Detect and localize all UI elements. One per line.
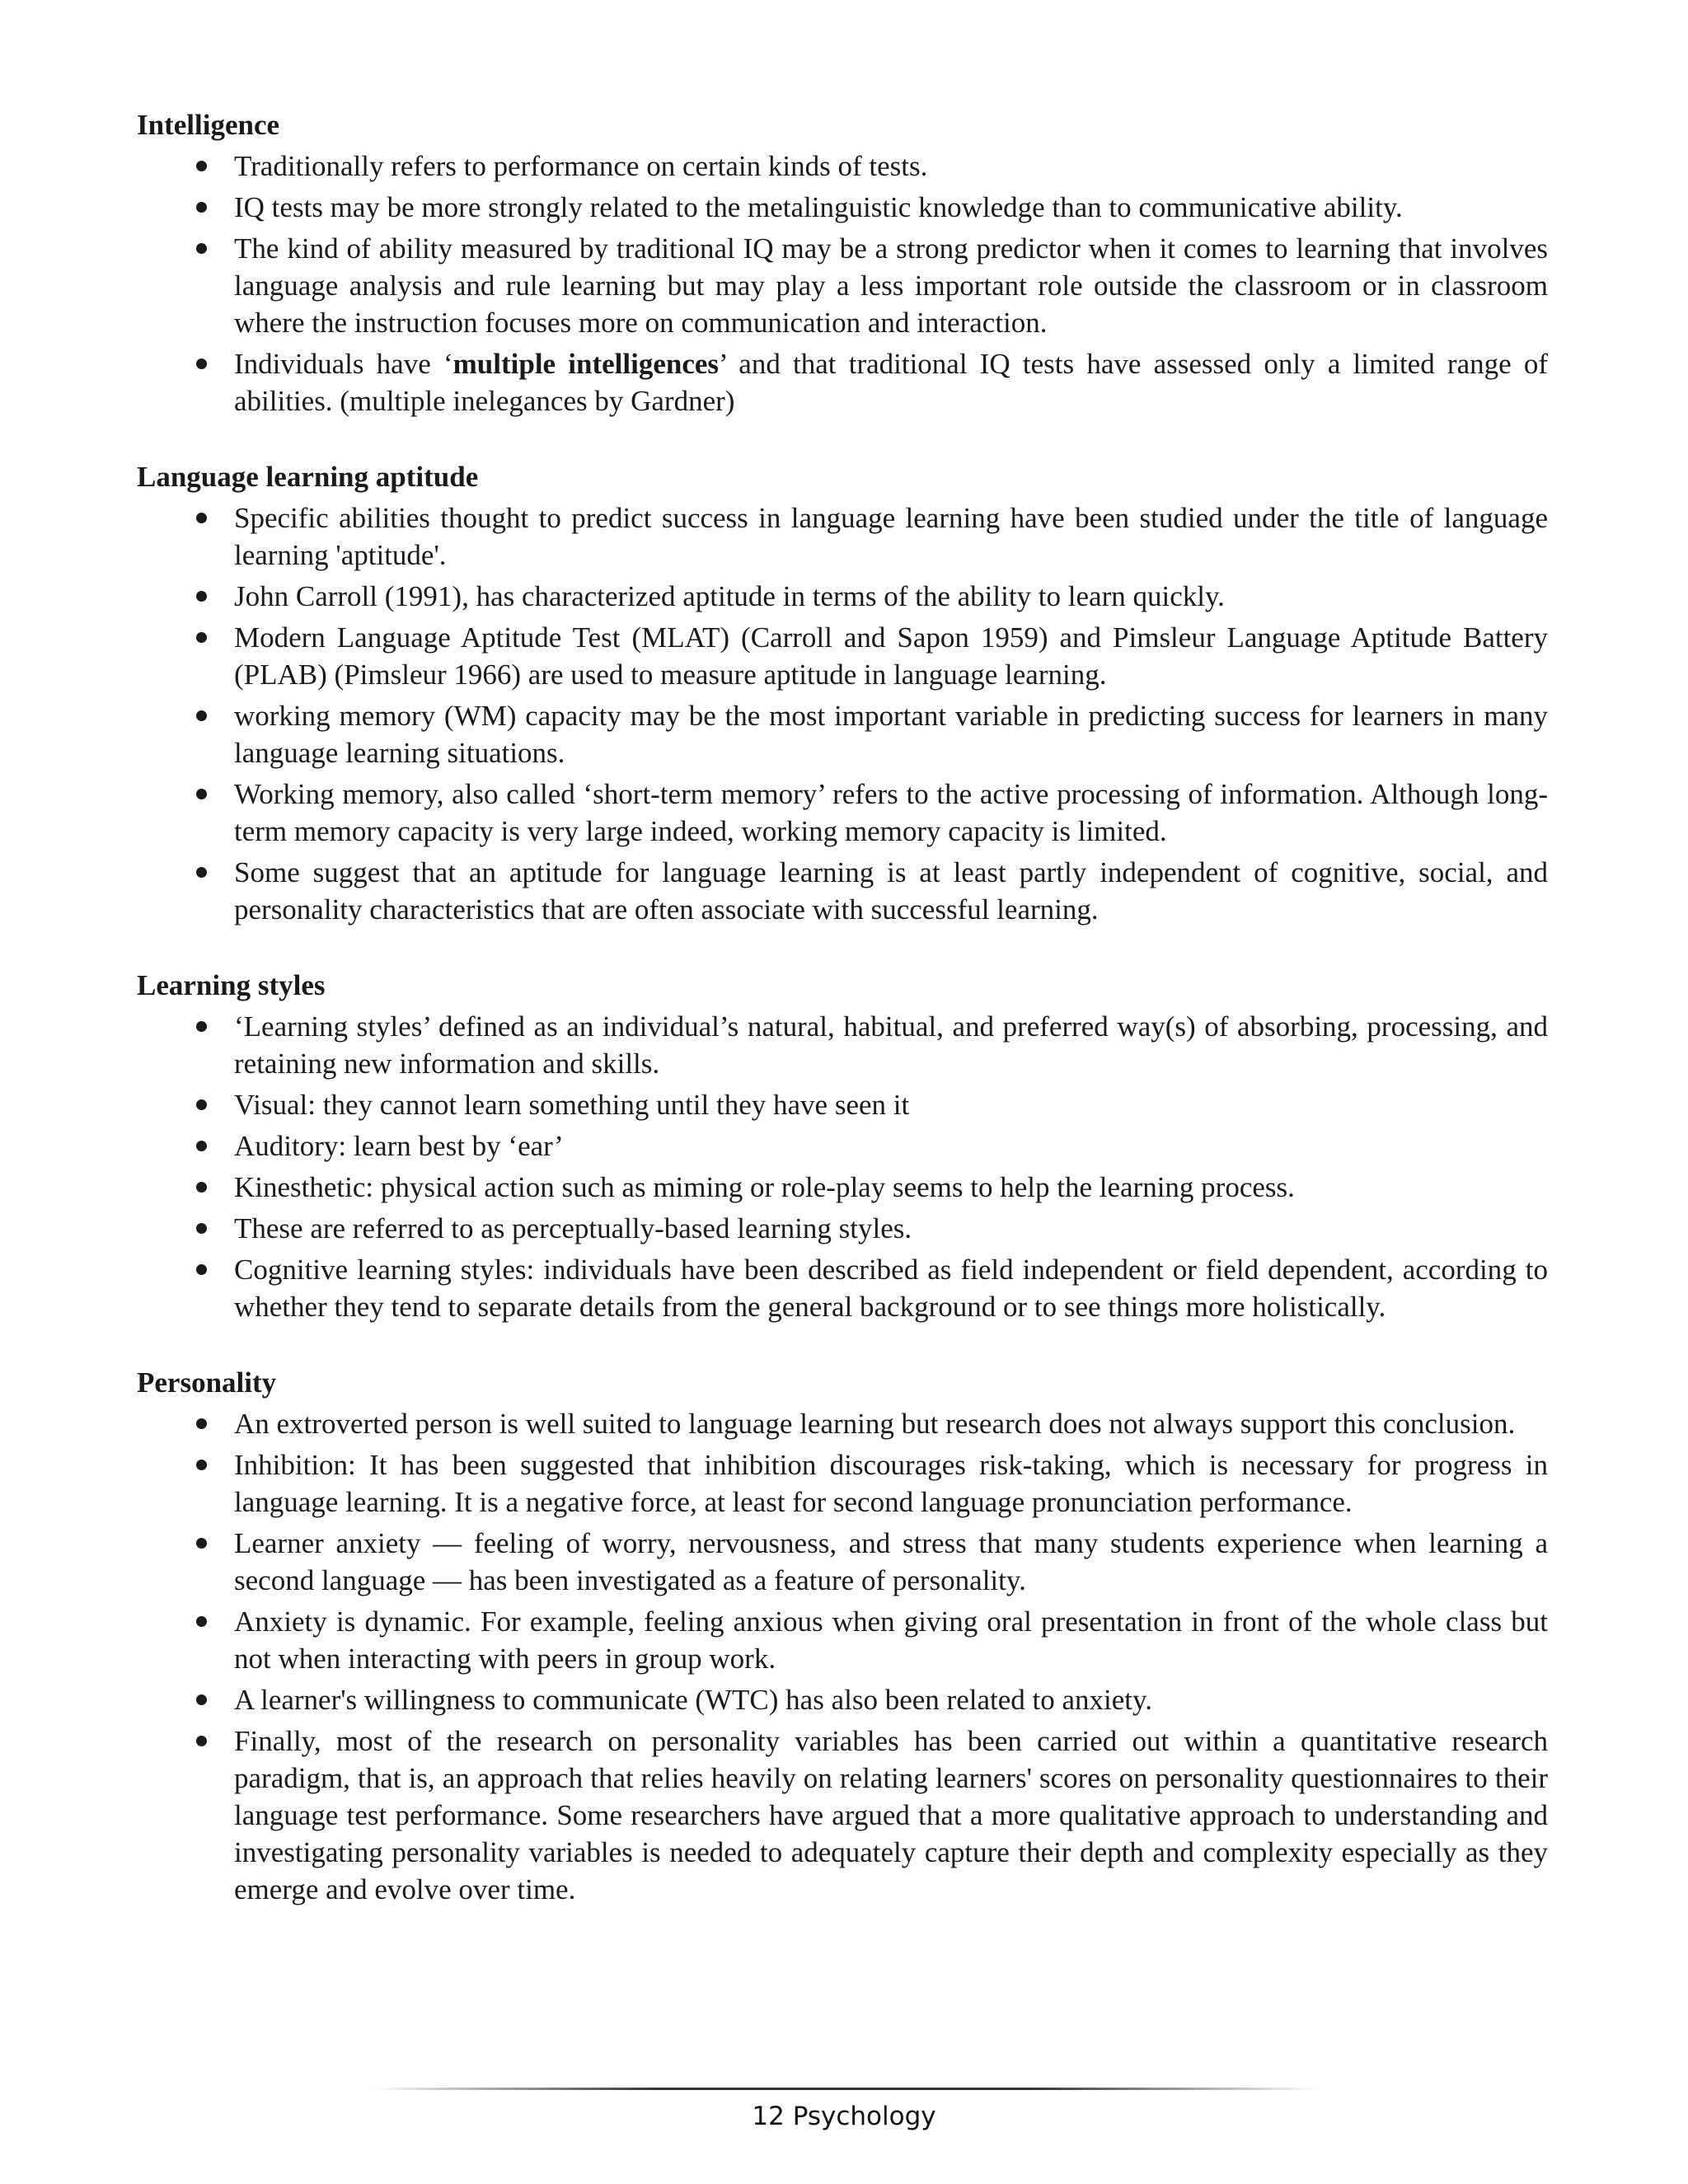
bullet-emphasis: multiple intelligences [452,348,720,380]
bullet-item: These are referred to as perceptually-based learning styles. [137,1210,1548,1247]
bullet-text: ’ and that traditional IQ tests have assessed only a limited range of abilities. (multiple inelegances by Gardner) [234,348,1548,417]
bullet-item: Modern Language Aptitude Test (MLAT) (Carroll and Sapon 1959) and Pimsleur Language Aptitude Battery (PLAB) (Pimsleur 1966) are used to measure aptitude in language learning. [137,619,1548,693]
section-heading: Intelligence [137,109,280,141]
footer-divider [371,2088,1319,2090]
bullet-text: Individuals have ‘ [234,348,453,380]
bullet-item: Visual: they cannot learn something until they have seen it [137,1086,1548,1123]
bullet-item: The kind of ability measured by traditional IQ may be a strong predictor when it comes to learning that involves language analysis and rule learning but may play a less important role outside the classroom or in classroom where the instruction focuses more on communication and interaction. [137,230,1548,341]
page-footer: 12 Psychology [752,2102,936,2131]
section-personality [137,1365,1548,1908]
bullet-item: Inhibition: It has been suggested that inhibition discourages risk-taking, which is necessary for progress in language learning. It is a negative force, at least for second language pronunciation performance. [137,1446,1548,1521]
bullet-item: A learner's willingness to communicate (WTC) has also been related to anxiety. [137,1681,1548,1718]
bullet-item: Specific abilities thought to predict success in language learning have been studied under the title of language learning 'aptitude'. [137,499,1548,574]
section-heading: Learning styles [137,969,326,1001]
bullet-item: ‘Learning styles’ defined as an individual’s natural, habitual, and preferred way(s) of absorbing, processing, and retaining new information and skills. [137,1008,1548,1082]
section-intelligence [137,107,1548,419]
bullet-item: Anxiety is dynamic. For example, feeling anxious when giving oral presentation in front of the whole class but not when interacting with peers in group work. [137,1603,1548,1677]
bullet-item: An extroverted person is well suited to language learning but research does not always support this conclusion. [137,1405,1548,1442]
bullet-list [137,148,1548,419]
section-heading: Personality [137,1366,277,1399]
bullet-item: Auditory: learn best by ‘ear’ [137,1127,1548,1165]
section-heading: Language learning aptitude [137,461,479,493]
bullet-item [137,345,1548,419]
bullet-item: Some suggest that an aptitude for language learning is at least partly independent of cognitive, social, and personality characteristics that are often associate with successful learning. [137,854,1548,928]
bullet-item: Cognitive learning styles: individuals have been described as field independent or field dependent, according to whether they tend to separate details from the general background or to see things more holistically. [137,1251,1548,1325]
bullet-item: Traditionally refers to performance on certain kinds of tests. [137,148,1548,185]
bullet-item: Working memory, also called ‘short-term memory’ refers to the active processing of information. Although long-term memory capacity is very large indeed, working memory capacity is limited. [137,776,1548,850]
bullet-list [137,1008,1548,1325]
section-learning-styles [137,968,1548,1325]
bullet-list [137,499,1548,928]
bullet-item: Learner anxiety — feeling of worry, nervousness, and stress that many students experience when learning a second language — has been investigated as a feature of personality. [137,1525,1548,1599]
bullet-item: Finally, most of the research on personality variables has been carried out within a quantitative research paradigm, that is, an approach that relies heavily on relating learners' scores on personality questionnaires to their language test performance. Some researchers have argued that a more qualitative approach to understanding and investigating personality variables is needed to adequately capture their depth and complexity especially as they emerge and evolve over time. [137,1722,1548,1908]
section-language-learning-aptitude [137,459,1548,928]
document-body [137,107,1548,1947]
bullet-item: Kinesthetic: physical action such as miming or role-play seems to help the learning process. [137,1169,1548,1206]
bullet-list [137,1405,1548,1908]
bullet-item: working memory (WM) capacity may be the most important variable in predicting success for learners in many language learning situations. [137,697,1548,771]
bullet-item: John Carroll (1991), has characterized aptitude in terms of the ability to learn quickly. [137,578,1548,615]
bullet-item: IQ tests may be more strongly related to the metalinguistic knowledge than to communicative ability. [137,189,1548,226]
